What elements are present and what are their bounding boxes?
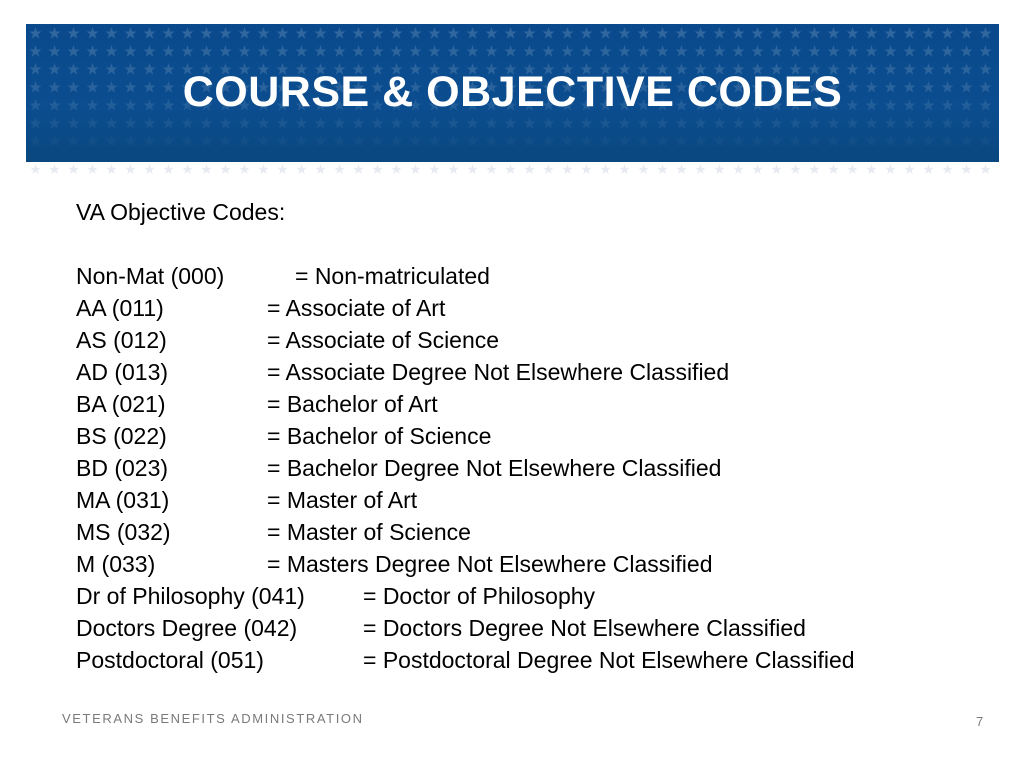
code-meaning: = Master of Art — [267, 487, 418, 513]
list-item — [76, 260, 976, 292]
list-item — [76, 452, 976, 484]
code-meaning: = Associate of Art — [267, 295, 446, 321]
list-item — [76, 356, 976, 388]
banner-shadow-stars — [26, 162, 999, 176]
code-meaning: = Doctors Degree Not Elsewhere Classified — [363, 615, 806, 641]
code-meaning: = Bachelor Degree Not Elsewhere Classified — [267, 455, 722, 481]
list-item — [76, 324, 976, 356]
code-meaning: = Master of Science — [267, 519, 471, 545]
code-label: M (033) — [76, 551, 156, 577]
code-label: BA (021) — [76, 391, 166, 417]
code-meaning: = Associate Degree Not Elsewhere Classified — [267, 359, 730, 385]
list-item — [76, 516, 976, 548]
list-item — [76, 548, 976, 580]
list-item — [76, 484, 976, 516]
code-label: Doctors Degree (042) — [76, 615, 298, 641]
code-label: MA (031) — [76, 487, 170, 513]
list-item — [76, 292, 976, 324]
list-item — [76, 388, 976, 420]
footer-organization: VETERANS BENEFITS ADMINISTRATION — [62, 711, 364, 726]
list-item — [76, 644, 976, 676]
code-label: AS (012) — [76, 327, 167, 353]
code-meaning: = Masters Degree Not Elsewhere Classified — [267, 551, 713, 577]
code-label: Dr of Philosophy (041) — [76, 583, 305, 609]
code-meaning: = Bachelor of Art — [267, 391, 438, 417]
code-label: AD (013) — [76, 359, 169, 385]
page-number: 7 — [976, 714, 984, 729]
code-meaning: = Postdoctoral Degree Not Elsewhere Classified — [363, 647, 855, 673]
code-label: AA (011) — [76, 295, 164, 321]
code-meaning: = Doctor of Philosophy — [363, 583, 596, 609]
list-item — [76, 420, 976, 452]
title-banner — [26, 24, 999, 162]
code-label: BD (023) — [76, 455, 169, 481]
code-label: BS (022) — [76, 423, 167, 449]
list-item — [76, 612, 976, 644]
slide-title: COURSE & OBJECTIVE CODES — [182, 67, 843, 116]
code-meaning: = Bachelor of Science — [267, 423, 492, 449]
code-meaning: = Associate of Science — [267, 327, 500, 353]
objective-codes-list — [76, 196, 976, 676]
list-heading: VA Objective Codes: — [76, 199, 286, 225]
code-meaning: = Non-matriculated — [295, 263, 490, 289]
code-label: Postdoctoral (051) — [76, 647, 264, 673]
code-label: MS (032) — [76, 519, 171, 545]
list-item — [76, 580, 976, 612]
code-label: Non-Mat (000) — [76, 263, 225, 289]
